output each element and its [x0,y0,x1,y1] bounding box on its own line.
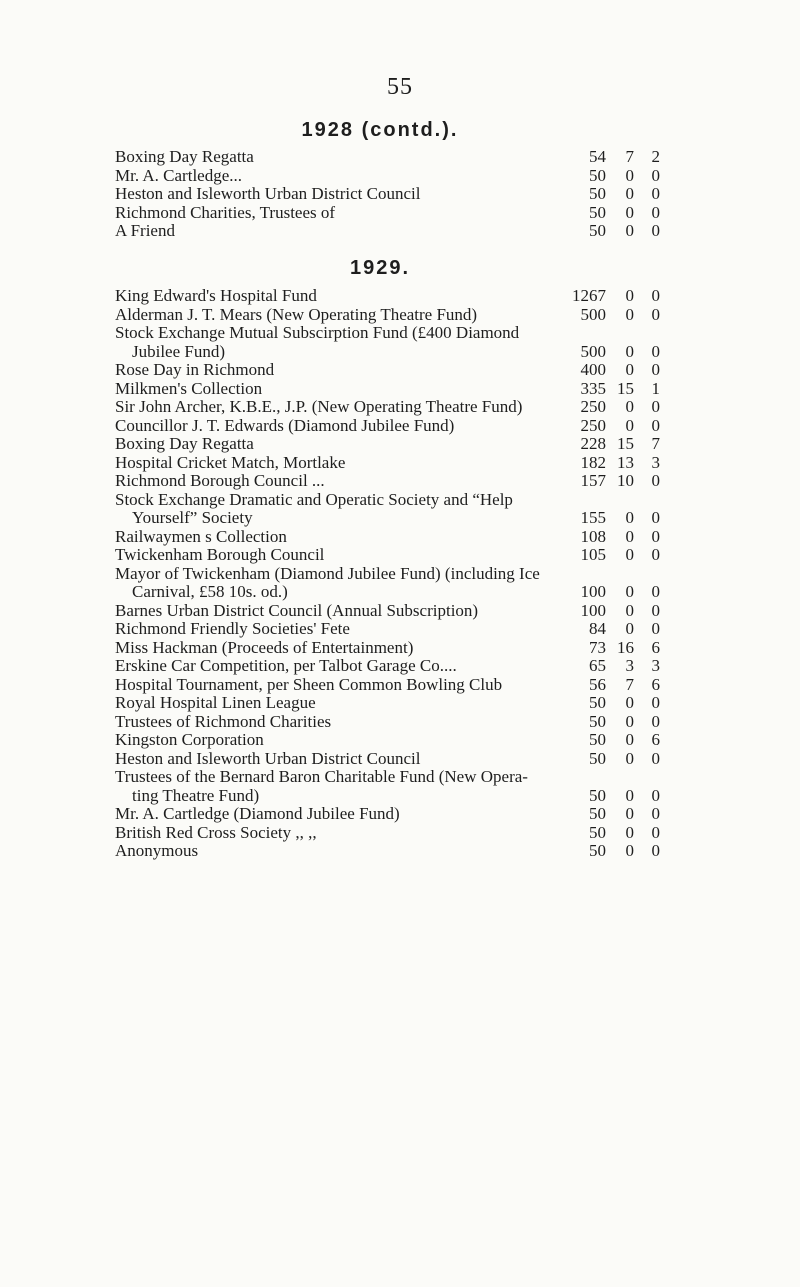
donor-line: Alderman J. T. Mears (New Operating Theatre Fund) [115,304,478,324]
amount-shillings: 0 [625,748,634,768]
donation-amount [560,361,680,380]
donation-amount [560,528,680,547]
amount-pence: 6 [651,674,660,694]
amount-shillings: 0 [625,415,634,435]
donation-amount [560,472,680,491]
amount-pence: 0 [651,397,660,416]
donation-entry [0,528,800,547]
donation-amount [560,398,680,417]
amount-shillings: 0 [625,600,634,620]
amount-pounds: 84 [589,619,606,638]
donor-description [115,602,570,621]
amount-shillings: 15 [617,434,634,453]
donation-entry [0,713,800,732]
donor-description [115,546,570,565]
amount-pounds: 50 [589,221,606,240]
amount-pounds: 108 [580,526,606,546]
donor-line: Railwaymen s Collection [115,526,287,546]
donation-amount [560,509,680,528]
amount-shillings: 0 [625,582,634,601]
donor-line: Milkmen's Collection [115,378,263,398]
amount-pence: 7 [651,434,660,453]
amount-shillings: 13 [617,452,634,472]
donor-description [115,185,570,204]
donation-amount [560,417,680,436]
amount-pounds: 335 [580,378,606,398]
donation-amount [560,454,680,473]
amount-pounds: 500 [580,341,606,361]
donation-amount [560,657,680,676]
amount-shillings: 0 [625,822,634,842]
donation-amount [560,148,680,167]
donor-line: Hospital Tournament, per Sheen Common Bowling Club [115,674,503,694]
donor-description [115,713,570,732]
donor-description [115,222,570,241]
donation-entry [0,694,800,713]
donor-description [115,528,570,547]
amount-pence: 0 [651,526,660,546]
donation-entry [0,824,800,843]
amount-shillings: 0 [625,221,634,240]
amount-pence: 1 [651,378,660,398]
donation-amount [560,731,680,750]
donor-line: Richmond Charities, Trustees of [115,202,336,222]
donor-description [115,639,570,658]
amount-shillings: 16 [617,637,634,657]
amount-pence: 0 [651,221,660,240]
donor-line: Rose Day in Richmond [115,360,275,379]
donation-amount [560,805,680,824]
donation-amount [560,620,680,639]
donor-line: Sir John Archer, K.B.E., J.P. (New Operating Theatre Fund) [115,397,523,416]
amount-pence: 0 [651,360,660,379]
amount-pence: 0 [651,804,660,823]
donor-description [115,324,570,361]
donor-line: Miss Hackman (Proceeds of Entertainment) [115,637,414,657]
donor-line: Stock Exchange Mutual Subscirption Fund (£400 Diamond [115,323,520,342]
amount-pounds: 50 [589,822,606,842]
amount-pence: 3 [651,452,660,472]
donor-line: Hospital Cricket Match, Mortlake [115,452,346,472]
amount-pence: 0 [651,202,660,222]
amount-pence: 0 [651,841,660,860]
donor-line: Stock Exchange Dramatic and Operatic Society and “Help [115,489,513,509]
amount-pounds: 250 [580,415,606,435]
amount-shillings: 0 [625,165,634,185]
amount-pence: 0 [651,304,660,324]
amount-pounds: 50 [589,748,606,768]
donor-line: Erskine Car Competition, per Talbot Garage Co.... [115,656,457,675]
donations-list-1928 [0,148,800,241]
donor-line-continued: ting Theatre Fund) [132,785,260,805]
donor-description [115,731,570,750]
donation-amount [560,639,680,658]
amount-pounds: 50 [589,711,606,731]
donation-amount [560,222,680,241]
donor-line: British Red Cross Society ,, ,, [115,822,317,842]
donor-line: Trustees of Richmond Charities [115,711,332,731]
donor-line: Trustees of the Bernard Baron Charitable Fund (New Opera- [115,767,528,786]
donor-description [115,417,570,436]
donation-entry [0,750,800,769]
amount-pounds: 400 [580,360,606,379]
donor-description [115,565,570,602]
donation-entry [0,620,800,639]
donation-entry [0,565,800,602]
donation-entry [0,361,800,380]
donation-entry [0,306,800,325]
amount-shillings: 3 [625,656,634,675]
donor-description [115,694,570,713]
donor-description [115,204,570,223]
donation-entry [0,491,800,528]
donor-description [115,398,570,417]
amount-shillings: 0 [625,841,634,860]
donation-entry [0,380,800,399]
donation-entry [0,454,800,473]
donation-amount [560,676,680,695]
donor-line-continued: Carnival, £58 10s. od.) [132,582,288,601]
amount-pounds: 100 [580,582,606,601]
donor-line: Barnes Urban District Council (Annual Subscription) [115,600,479,620]
section-heading-1928: 1928 (contd.). [301,119,459,141]
amount-pence: 0 [651,600,660,620]
donation-entry [0,805,800,824]
donor-line-continued: Yourself” Society [132,508,253,527]
amount-shillings: 15 [617,378,634,398]
amount-shillings: 0 [625,202,634,222]
amount-shillings: 0 [625,184,634,203]
donor-line: Boxing Day Regatta [115,147,254,166]
donation-amount [560,842,680,861]
donation-entry [0,676,800,695]
amount-pence: 0 [651,822,660,842]
donation-amount [560,343,680,362]
donation-entry [0,417,800,436]
amount-shillings: 0 [625,619,634,638]
donation-amount [560,204,680,223]
donation-entry [0,639,800,658]
amount-pounds: 157 [580,471,606,490]
donation-entry [0,148,800,167]
donor-line: Mr. A. Cartledge (Diamond Jubilee Fund) [115,804,400,823]
amount-shillings: 0 [625,785,634,805]
donation-entry [0,222,800,241]
donation-amount [560,583,680,602]
donor-line: Mayor of Twickenham (Diamond Jubilee Fund) (including Ice [115,563,540,583]
amount-pounds: 54 [589,147,606,166]
donor-description [115,306,570,325]
amount-shillings: 0 [625,545,634,564]
amount-pounds: 100 [580,600,606,620]
donation-entry [0,287,800,306]
amount-shillings: 0 [625,711,634,731]
amount-pounds: 155 [580,508,606,527]
donation-entry [0,657,800,676]
donor-line: Richmond Borough Council ... [115,471,325,490]
amount-shillings: 0 [625,693,634,712]
donation-entry [0,435,800,454]
donation-entry [0,204,800,223]
donor-description [115,750,570,769]
donor-description [115,148,570,167]
donor-line: Kingston Corporation [115,730,264,749]
donor-line: Mr. A. Cartledge... [115,165,243,185]
amount-pounds: 250 [580,397,606,416]
amount-pence: 0 [651,545,660,564]
amount-pence: 0 [651,286,660,305]
page-number: 55 [387,74,413,100]
donor-description [115,824,570,843]
donor-description [115,491,570,528]
amount-shillings: 7 [625,147,634,166]
amount-pounds: 50 [589,165,606,185]
donor-description [115,361,570,380]
donation-amount [560,750,680,769]
donor-line: Boxing Day Regatta [115,434,254,453]
donor-description [115,676,570,695]
amount-pence: 0 [651,693,660,712]
amount-pounds: 105 [580,545,606,564]
donor-description [115,620,570,639]
amount-shillings: 0 [625,508,634,527]
amount-pounds: 50 [589,785,606,805]
amount-pence: 6 [651,730,660,749]
amount-pounds: 228 [580,434,606,453]
amount-pounds: 182 [580,452,606,472]
donation-entry [0,602,800,621]
donor-description [115,768,570,805]
donation-amount [560,287,680,306]
amount-shillings: 0 [625,526,634,546]
amount-pence: 0 [651,165,660,185]
amount-pence: 0 [651,582,660,601]
donor-line: Richmond Friendly Societies' Fete [115,619,350,638]
amount-pounds: 500 [580,304,606,324]
donor-line: Councillor J. T. Edwards (Diamond Jubilee Fund) [115,415,455,435]
donor-description [115,454,570,473]
donor-line: Twickenham Borough Council [115,545,325,564]
amount-pence: 0 [651,184,660,203]
amount-shillings: 0 [625,730,634,749]
donation-entry [0,472,800,491]
amount-pounds: 56 [589,674,606,694]
donation-amount [560,546,680,565]
donor-line: Anonymous [115,841,199,860]
donation-entry [0,768,800,805]
amount-pounds: 50 [589,202,606,222]
amount-pence: 0 [651,508,660,527]
donor-description [115,380,570,399]
amount-pence: 0 [651,471,660,490]
amount-pence: 3 [651,656,660,675]
amount-pence: 0 [651,619,660,638]
donation-amount [560,435,680,454]
donation-entry [0,842,800,861]
donor-description [115,287,570,306]
donor-line: A Friend [115,221,175,240]
donor-line: King Edward's Hospital Fund [115,286,317,305]
donor-description [115,805,570,824]
donation-amount [560,694,680,713]
amount-shillings: 0 [625,360,634,379]
donation-amount [560,824,680,843]
donation-entry [0,398,800,417]
donation-entry [0,185,800,204]
donor-description [115,167,570,186]
donor-description [115,435,570,454]
amount-shillings: 0 [625,304,634,324]
donation-entry [0,324,800,361]
donation-amount [560,185,680,204]
amount-shillings: 7 [625,674,634,694]
amount-pence: 0 [651,341,660,361]
donor-line-continued: Jubilee Fund) [132,341,226,361]
amount-pence: 0 [651,785,660,805]
donations-list-1929 [0,287,800,861]
donation-amount [560,380,680,399]
amount-pence: 0 [651,711,660,731]
donation-entry [0,167,800,186]
amount-pounds: 50 [589,730,606,749]
amount-pence: 0 [651,748,660,768]
donation-amount [560,306,680,325]
amount-shillings: 0 [625,286,634,305]
donation-amount [560,602,680,621]
amount-pounds: 73 [589,637,606,657]
amount-pence: 0 [651,415,660,435]
donation-entry [0,731,800,750]
donor-line: Heston and Isleworth Urban District Council [115,184,421,203]
section-heading-1929: 1929. [349,257,411,279]
amount-shillings: 0 [625,804,634,823]
amount-pounds: 50 [589,184,606,203]
amount-shillings: 0 [625,341,634,361]
amount-pence: 2 [651,147,660,166]
donation-amount [560,167,680,186]
amount-pence: 6 [651,637,660,657]
donation-amount [560,787,680,806]
amount-pounds: 1267 [572,286,606,305]
donation-entry [0,546,800,565]
amount-shillings: 10 [617,471,634,490]
amount-pounds: 50 [589,841,606,860]
amount-pounds: 65 [589,656,606,675]
donor-description [115,472,570,491]
donor-line: Heston and Isleworth Urban District Council [115,748,421,768]
amount-shillings: 0 [625,397,634,416]
donor-description [115,657,570,676]
amount-pounds: 50 [589,804,606,823]
donor-description [115,842,570,861]
amount-pounds: 50 [589,693,606,712]
donor-line: Royal Hospital Linen League [115,693,316,712]
donation-amount [560,713,680,732]
